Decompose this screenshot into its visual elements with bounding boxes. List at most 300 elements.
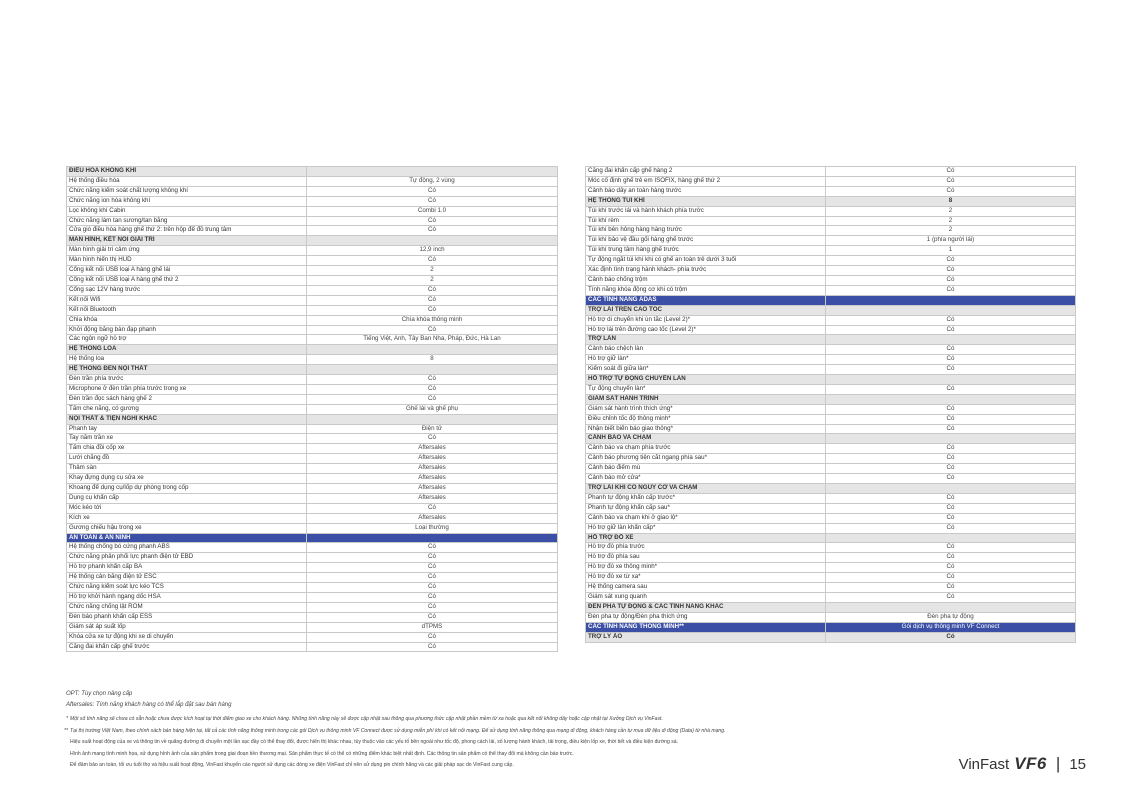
footnote: [60, 714, 940, 726]
spec-label: Hỗ trợ đỗ xe thông minh*: [586, 563, 826, 573]
spec-value: Có: [307, 186, 558, 196]
spec-label: Dụng cụ khẩn cấp: [67, 493, 307, 503]
spec-row: [67, 434, 558, 444]
spec-section-header: [67, 167, 558, 177]
spec-row: [67, 404, 558, 414]
spec-label: Cảnh báo chệch làn: [586, 345, 826, 355]
footnote-text: Để đảm bảo an toàn, tối ưu tuổi thọ và hiệu suất hoạt động, VinFast khuyến cáo người sử dụng các dòng xe điện VinFast chỉ nên sử dụng pin chính hãng và các giải pháp sạc do VinFast cung cấp.: [70, 762, 514, 768]
spec-row: [67, 196, 558, 206]
spec-value: 12,9 inch: [307, 246, 558, 256]
spec-label: Tự động ngắt túi khí khi có ghế an toàn trẻ dưới 3 tuổi: [586, 256, 826, 266]
spec-row: [67, 573, 558, 583]
spec-row: [67, 602, 558, 612]
spec-label: Túi khí bảo vệ đầu gối hàng ghế trước: [586, 236, 826, 246]
spec-row: [586, 464, 1076, 474]
spec-label: Túi khí rèm: [586, 216, 826, 226]
legend-aftersales: Aftersales: Tính năng khách hàng có thể lắp đặt sau bán hàng: [66, 702, 232, 708]
spec-value: Có: [826, 464, 1076, 474]
spec-row: [67, 513, 558, 523]
spec-section-header: [586, 434, 1076, 444]
spec-table-left: [66, 166, 558, 652]
spec-label: Microphone ở đèn trần phía trước trong xe: [67, 384, 307, 394]
spec-value: Chìa khóa thông minh: [307, 315, 558, 325]
footnote: [60, 760, 940, 772]
spec-value: Có: [307, 375, 558, 385]
spec-value: Loại thường: [307, 523, 558, 533]
spec-row: [67, 503, 558, 513]
spec-value: Có: [307, 216, 558, 226]
spec-value: Có: [307, 642, 558, 652]
spec-row: [67, 642, 558, 652]
spec-row: [586, 216, 1076, 226]
spec-value: Có: [307, 602, 558, 612]
spec-section-header: [586, 602, 1076, 612]
spec-row: [67, 325, 558, 335]
spec-label: Đèn pha tự động/Đèn pha thích ứng: [586, 612, 826, 622]
spec-label: Các ngôn ngữ hỗ trợ: [67, 335, 307, 345]
spec-row: [67, 186, 558, 196]
spec-section-header: [586, 484, 1076, 494]
spec-value: dTPMS: [307, 622, 558, 632]
spec-value: Có: [826, 186, 1076, 196]
spec-label: Chức năng chống lật ROM: [67, 602, 307, 612]
spec-row: [586, 246, 1076, 256]
spec-value: Có: [826, 573, 1076, 583]
spec-label: Cảnh báo va chạm phía trước: [586, 444, 826, 454]
spec-label: Cảnh báo chống trộm: [586, 275, 826, 285]
spec-label: Lọc không khí Cabin: [67, 206, 307, 216]
spec-label: Hệ thống loa: [67, 355, 307, 365]
spec-row: [67, 256, 558, 266]
spec-value: Tiếng Việt, Anh, Tây Ban Nha, Pháp, Đức, Hà Lan: [307, 335, 558, 345]
spec-value: Có: [826, 315, 1076, 325]
spec-row: [67, 335, 558, 345]
footnote-text: Hình ảnh mang tính minh họa, sử dụng hình ảnh của sản phẩm trong giai đoạn tiền thương mại. Sản phẩm thực tế có thể có những điểm khác biệt nhất định. Các thông tin sản phẩm có thể thay đổi mà không cần báo trước.: [70, 750, 574, 757]
spec-value: Combi 1.0: [307, 206, 558, 216]
spec-value: Có: [826, 632, 1076, 642]
spec-label: Cảnh báo va chạm khi ở giao lộ*: [586, 513, 826, 523]
spec-section-header: [586, 305, 1076, 315]
spec-label: Hệ thống cân bằng điện tử ESC: [67, 573, 307, 583]
spec-label: Chức năng kiểm soát lực kéo TCS: [67, 583, 307, 593]
footnote-mark: **: [64, 727, 68, 734]
spec-row: [67, 474, 558, 484]
spec-value: Có: [826, 325, 1076, 335]
spec-label: Giám sát áp suất lốp: [67, 622, 307, 632]
spec-value: Có: [307, 285, 558, 295]
spec-row: [586, 454, 1076, 464]
spec-label: Đèn trần đọc sách hàng ghế 2: [67, 394, 307, 404]
spec-value: Ghế lái và ghế phụ: [307, 404, 558, 414]
spec-value: Đèn pha tự động: [826, 612, 1076, 622]
spec-label: Khay đựng dụng cụ sửa xe: [67, 474, 307, 484]
spec-value: Có: [307, 553, 558, 563]
spec-row: [586, 275, 1076, 285]
spec-row: [67, 246, 558, 256]
spec-value: 1: [826, 246, 1076, 256]
spec-value: 1 (phía người lái): [826, 236, 1076, 246]
spec-label: Kết nối Bluetooth: [67, 305, 307, 315]
spec-row: [586, 355, 1076, 365]
spec-row: [67, 384, 558, 394]
spec-value: Có: [307, 543, 558, 553]
brand-footer: [959, 754, 1086, 774]
spec-label: Túi khí bên hông hàng hàng trước: [586, 226, 826, 236]
spec-value: Có: [826, 563, 1076, 573]
spec-label: Kích xe: [67, 513, 307, 523]
spec-row: [586, 523, 1076, 533]
spec-label: Chức năng làm tan sương/tan băng: [67, 216, 307, 226]
spec-value: Có: [826, 444, 1076, 454]
spec-value: Có: [826, 365, 1076, 375]
spec-table-right: [585, 166, 1076, 643]
spec-value: Có: [307, 434, 558, 444]
footnotes: [60, 714, 940, 772]
spec-value: Có: [307, 295, 558, 305]
spec-label: Căng đai khẩn cấp ghế hàng 2: [586, 167, 826, 177]
spec-label: TRỢ LÝ ẢO: [586, 632, 826, 642]
spec-label: Phanh tay: [67, 424, 307, 434]
spec-value: 2: [826, 206, 1076, 216]
spec-value: [307, 414, 558, 424]
spec-label: HỆ THỐNG LOA: [67, 345, 307, 355]
spec-label: Hỗ trợ phanh khẩn cấp BA: [67, 563, 307, 573]
spec-label: Khởi động bằng bàn đạp phanh: [67, 325, 307, 335]
spec-value: 8: [307, 355, 558, 365]
spec-row: [586, 365, 1076, 375]
spec-value: [307, 345, 558, 355]
spec-value: Tự động, 2 vùng: [307, 176, 558, 186]
spec-label: Căng đai khẩn cấp ghế trước: [67, 642, 307, 652]
spec-section-header: [67, 236, 558, 246]
spec-label: Phanh tự động khẩn cấp sau*: [586, 503, 826, 513]
spec-row: [586, 384, 1076, 394]
spec-value: Có: [307, 503, 558, 513]
spec-value: [307, 365, 558, 375]
spec-value: Có: [307, 632, 558, 642]
spec-value: [826, 484, 1076, 494]
spec-label: Hỗ trợ giữ làn*: [586, 355, 826, 365]
spec-row: [586, 592, 1076, 602]
spec-value: [826, 394, 1076, 404]
spec-value: [826, 602, 1076, 612]
spec-value: Có: [826, 355, 1076, 365]
spec-section-header: [67, 345, 558, 355]
spec-row: [586, 266, 1076, 276]
spec-label: Cổng kết nối USB loại A hàng ghế thứ 2: [67, 275, 307, 285]
spec-row: [67, 543, 558, 553]
spec-value: Có: [826, 592, 1076, 602]
spec-value: Có: [826, 345, 1076, 355]
spec-section-header: [586, 394, 1076, 404]
spec-label: AN TOÀN & AN NINH: [67, 533, 307, 543]
spec-value: Có: [307, 325, 558, 335]
spec-label: Xác định tình trạng hành khách- phía trước: [586, 266, 826, 276]
spec-label: Hệ thống điều hòa: [67, 176, 307, 186]
spec-section-header: [67, 365, 558, 375]
spec-value: Có: [826, 513, 1076, 523]
spec-label: CÁC TÍNH NĂNG ADAS: [586, 295, 826, 305]
spec-value: Có: [307, 612, 558, 622]
spec-label: Cảnh báo dây an toàn hàng trước: [586, 186, 826, 196]
spec-row: [67, 592, 558, 602]
spec-section-header: [586, 533, 1076, 543]
spec-row: [67, 622, 558, 632]
spec-value: Aftersales: [307, 484, 558, 494]
spec-value: [826, 533, 1076, 543]
spec-label: CẢNH BÁO VA CHẠM: [586, 434, 826, 444]
spec-row: [67, 305, 558, 315]
spec-row: [586, 404, 1076, 414]
spec-value: Có: [826, 266, 1076, 276]
spec-label: Móc kéo tới: [67, 503, 307, 513]
spec-row: [67, 206, 558, 216]
spec-label: GIÁM SÁT HÀNH TRÌNH: [586, 394, 826, 404]
spec-value: Có: [307, 384, 558, 394]
spec-label: Cửa gió điều hòa hàng ghế thứ 2: trên hộp để đồ trung tâm: [67, 226, 307, 236]
page-number: 15: [1069, 756, 1086, 773]
spec-label: HỆ THỐNG TÚI KHÍ: [586, 196, 826, 206]
spec-value: [307, 236, 558, 246]
spec-section-header: [67, 533, 558, 543]
spec-label: Hỗ trợ di chuyển khi ùn tắc (Level 2)*: [586, 315, 826, 325]
spec-value: Có: [826, 553, 1076, 563]
spec-row: [67, 375, 558, 385]
spec-section-header: [586, 335, 1076, 345]
spec-value: 2: [307, 275, 558, 285]
footnote: [60, 726, 940, 738]
spec-value: Có: [826, 176, 1076, 186]
spec-label: Đèn báo phanh khẩn cấp ESS: [67, 612, 307, 622]
spec-label: Chức năng phân phối lực phanh điện tử EBD: [67, 553, 307, 563]
spec-label: MÀN HÌNH, KẾT NỐI GIẢI TRÍ: [67, 236, 307, 246]
spec-row: [586, 186, 1076, 196]
spec-label: Điều chỉnh tốc độ thông minh*: [586, 414, 826, 424]
spec-label: Hỗ trợ giữ làn khẩn cấp*: [586, 523, 826, 533]
spec-row: [586, 176, 1076, 186]
spec-label: ĐIỀU HÒA KHÔNG KHÍ: [67, 167, 307, 177]
spec-row: [67, 266, 558, 276]
spec-row: [586, 573, 1076, 583]
spec-row: [67, 394, 558, 404]
spec-row: [67, 295, 558, 305]
spec-label: Tính năng khóa động cơ khi có trộm: [586, 285, 826, 295]
spec-value: Aftersales: [307, 454, 558, 464]
spec-row: [67, 464, 558, 474]
spec-row: [67, 632, 558, 642]
spec-row: [586, 167, 1076, 177]
spec-section-header: [586, 295, 1076, 305]
spec-label: Khóa cửa xe tự động khi xe di chuyển: [67, 632, 307, 642]
spec-row: [586, 206, 1076, 216]
spec-value: [826, 434, 1076, 444]
spec-label: ĐÈN PHA TỰ ĐỘNG & CÁC TÍNH NĂNG KHÁC: [586, 602, 826, 612]
spec-value: [307, 167, 558, 177]
spec-row: [67, 355, 558, 365]
brand-name: VinFast: [958, 756, 1010, 773]
spec-value: Có: [307, 583, 558, 593]
spec-label: Nhận biết biển báo giao thông*: [586, 424, 826, 434]
spec-value: Gói dịch vụ thông minh VF Connect: [826, 622, 1076, 632]
spec-label: Khoang để dụng cụ/lốp dự phòng trong cốp: [67, 484, 307, 494]
spec-label: Kiểm soát đi giữa làn*: [586, 365, 826, 375]
spec-row: [586, 503, 1076, 513]
spec-value: Có: [307, 226, 558, 236]
spec-row: [67, 226, 558, 236]
spec-value: Aftersales: [307, 513, 558, 523]
spec-label: HỖ TRỢ TỰ ĐỘNG CHUYỂN LÀN: [586, 375, 826, 385]
spec-label: Giám sát xung quanh: [586, 592, 826, 602]
spec-label: Phanh tự động khẩn cấp trước*: [586, 493, 826, 503]
spec-value: Có: [826, 384, 1076, 394]
spec-value: Có: [826, 424, 1076, 434]
spec-label: Chức năng kiểm soát chất lượng không khí: [67, 186, 307, 196]
spec-label: TRỢ LÀN: [586, 335, 826, 345]
spec-label: TRỢ LÁI TRÊN CAO TỐC: [586, 305, 826, 315]
spec-label: Kết nối Wifi: [67, 295, 307, 305]
footnote-mark: *: [66, 716, 68, 722]
spec-section-header: [586, 196, 1076, 206]
spec-row: [67, 484, 558, 494]
spec-value: Có: [307, 592, 558, 602]
spec-label: Cổng sạc 12V hàng trước: [67, 285, 307, 295]
spec-value: Aftersales: [307, 444, 558, 454]
footnote: [60, 749, 940, 761]
spec-value: Có: [826, 285, 1076, 295]
spec-row: [67, 216, 558, 226]
footnote-text: Hiệu suất hoạt động của xe và thông tin về quãng đường di chuyển một lần sạc đầy có thể thay đổi, được hiển thị khác nhau, tùy thuộc vào các yếu tố bên ngoài như tốc độ, phong cách lái, số lượng hành khách, tải trọng, điều kiện lốp xe, thời tiết và điều kiện đường sá.: [70, 739, 679, 745]
spec-row: [586, 325, 1076, 335]
spec-value: Có: [826, 474, 1076, 484]
spec-label: TRỢ LÁI KHI CÓ NGUY CƠ VA CHẠM: [586, 484, 826, 494]
spec-value: Aftersales: [307, 474, 558, 484]
spec-value: Có: [826, 275, 1076, 285]
spec-value: 2: [826, 216, 1076, 226]
spec-section-header: [67, 414, 558, 424]
legend-opt: OPT: Tùy chọn nâng cấp: [66, 691, 133, 697]
spec-row: [67, 583, 558, 593]
spec-value: Có: [307, 196, 558, 206]
spec-value: [826, 295, 1076, 305]
footnote: [60, 737, 940, 749]
spec-value: Aftersales: [307, 464, 558, 474]
spec-label: Tay nắm trần xe: [67, 434, 307, 444]
spec-row: [586, 236, 1076, 246]
spec-value: Có: [826, 454, 1076, 464]
spec-label: Túi khí trước lái và hành khách phía trước: [586, 206, 826, 216]
spec-label: Cảnh báo mở cửa*: [586, 474, 826, 484]
spec-label: Hỗ trợ đỗ phía sau: [586, 553, 826, 563]
spec-row: [67, 424, 558, 434]
spec-row: [67, 563, 558, 573]
spec-label: Cổng kết nối USB loại A hàng ghế lái: [67, 266, 307, 276]
spec-value: Có: [307, 256, 558, 266]
spec-value: Có: [826, 167, 1076, 177]
spec-value: 2: [307, 266, 558, 276]
spec-row: [67, 275, 558, 285]
spec-row: [586, 563, 1076, 573]
spec-label: Màn hình hiển thị HUD: [67, 256, 307, 266]
spec-value: Có: [826, 493, 1076, 503]
spec-value: Có: [826, 583, 1076, 593]
spec-label: Gương chiếu hậu trong xe: [67, 523, 307, 533]
spec-label: Tấm chia đồi cốp xe: [67, 444, 307, 454]
footer-separator: |: [1055, 754, 1061, 773]
spec-label: Túi khí trung tâm hàng ghế trước: [586, 246, 826, 256]
spec-label: HỆ THỐNG ĐÈN NỘI THẤT: [67, 365, 307, 375]
spec-value: Có: [307, 573, 558, 583]
spec-label: Chìa khóa: [67, 315, 307, 325]
spec-value: Aftersales: [307, 493, 558, 503]
spec-value: [826, 375, 1076, 385]
spec-label: Cảnh báo phương tiện cắt ngang phía sau*: [586, 454, 826, 464]
spec-row: [586, 543, 1076, 553]
spec-label: Tấm che nắng, có gương: [67, 404, 307, 414]
spec-row: [586, 345, 1076, 355]
spec-label: Tự động chuyển làn*: [586, 384, 826, 394]
spec-row: [67, 454, 558, 464]
footnote-text: Tại thị trường Việt Nam, theo chính sách bán hàng hiện tại, tất cả các tính năng thông minh trong các gói Dịch vụ thông minh VF Connect được sử dụng miễn phí khi có kết nối mạng. Để sử dụng tính năng thông qua mạng di động, khách hàng cần tự mua dữ liệu di động (Data) từ nhà mạng.: [70, 727, 726, 734]
spec-label: Thảm sàn: [67, 464, 307, 474]
spec-value: [826, 335, 1076, 345]
spec-value: Điện tử: [307, 424, 558, 434]
spec-label: Hỗ trợ đỗ phía trước: [586, 543, 826, 553]
spec-value: Có: [826, 404, 1076, 414]
spec-label: Màn hình giải trí cảm ứng: [67, 246, 307, 256]
spec-value: Có: [826, 523, 1076, 533]
spec-row: [67, 444, 558, 454]
spec-value: Có: [307, 563, 558, 573]
spec-row: [67, 493, 558, 503]
spec-row: [586, 285, 1076, 295]
spec-value: Có: [826, 543, 1076, 553]
spec-row: [67, 315, 558, 325]
spec-value: Có: [826, 503, 1076, 513]
spec-row: [586, 315, 1076, 325]
spec-value: [826, 305, 1076, 315]
spec-label: Hỗ trợ lái trên đường cao tốc (Level 2)*: [586, 325, 826, 335]
spec-row: [67, 285, 558, 295]
spec-value: Có: [307, 394, 558, 404]
spec-row: [586, 226, 1076, 236]
spec-row: [586, 583, 1076, 593]
spec-value: Có: [826, 256, 1076, 266]
spec-value: Có: [826, 414, 1076, 424]
legend: [66, 689, 231, 711]
spec-value: 8: [826, 196, 1076, 206]
spec-label: Cảnh báo điểm mù: [586, 464, 826, 474]
spec-section-header: [586, 632, 1076, 642]
spec-row: [586, 493, 1076, 503]
spec-value: 2: [826, 226, 1076, 236]
footnote-text: Một số tính năng sẽ chưa có sẵn hoặc chưa được kích hoạt tại thời điểm giao xe cho khách hàng. Những tính năng này sẽ được cập nhật sau thông qua phương thức cập nhật phần mềm từ xa hoặc qua kết nối không dây hoặc cập nhật tại Xưởng Dịch vụ VinFast.: [70, 716, 663, 722]
spec-row: [586, 553, 1076, 563]
spec-row: [586, 414, 1076, 424]
spec-label: HỖ TRỢ ĐỖ XE: [586, 533, 826, 543]
spec-row: [586, 612, 1076, 622]
spec-value: Có: [307, 305, 558, 315]
spec-label: NỘI THẤT & TIỆN NGHI KHÁC: [67, 414, 307, 424]
spec-label: Móc cố định ghế trẻ em ISOFIX, hàng ghế thứ 2: [586, 176, 826, 186]
spec-label: Đèn trần phía trước: [67, 375, 307, 385]
spec-label: Lưới chằng đồ: [67, 454, 307, 464]
spec-section-header: [586, 375, 1076, 385]
spec-label: Hỗ trợ khởi hành ngang dốc HSA: [67, 592, 307, 602]
spec-row: [67, 553, 558, 563]
spec-row: [586, 444, 1076, 454]
spec-value: [307, 533, 558, 543]
spec-section-header: [586, 622, 1076, 632]
